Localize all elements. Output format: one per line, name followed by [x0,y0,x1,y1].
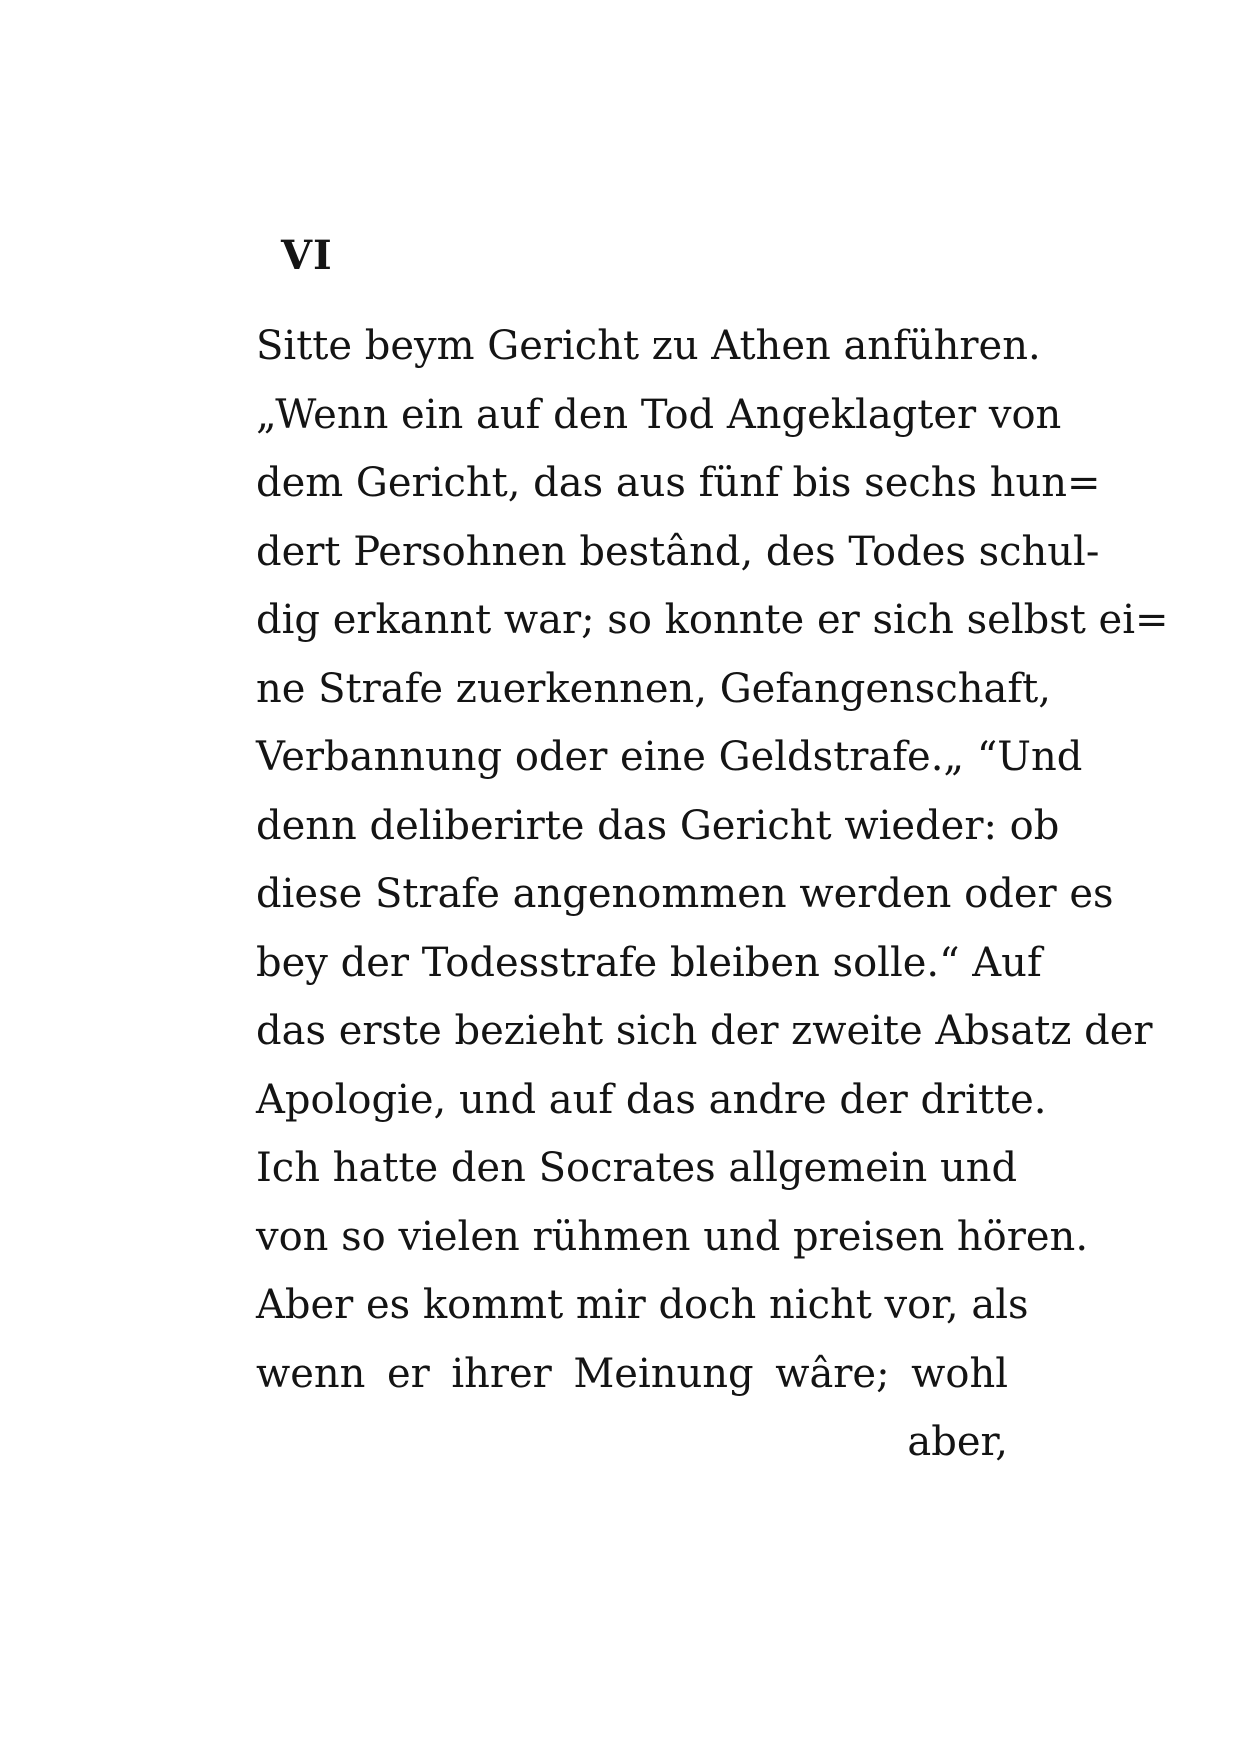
text-line: Apologie, und auf das andre der dritte. [256,1076,1047,1123]
text-line: dem Gericht, das aus fünf bis sechs hun= [256,460,1101,506]
text-line: bey der Todesstrafe bleiben solle.“ Auf [256,939,1042,986]
text-line: von so vielen rühmen und preisen hören. [256,1213,1089,1260]
page-number: VI [281,232,333,279]
text-line: das erste bezieht sich der zweite Absatz der [256,1008,1153,1054]
text-line: denn deliberirte das Gericht wieder: ob [256,802,1060,849]
text-line: dert Persohnen bestând, des Todes schul- [256,528,1100,575]
text-line: Aber es kommt mir doch nicht vor, als [256,1282,1029,1328]
text-line: Ich hatte den Socrates allgemein und [256,1145,1018,1191]
text-line: wenn er ihrer Meinung wâre; wohl [256,1350,1008,1397]
text-line: Sitte beym Gericht zu Athen anführen. [256,323,1041,369]
text-line: „Wenn ein auf den Tod Angeklagter von [256,391,1062,438]
text-line: dig erkannt war; so konnte er sich selbst ei= [256,597,1169,643]
text-line: ne Strafe zuerkennen, Gefangenschaft, [256,665,1051,712]
text-line: diese Strafe angenommen werden oder es [256,871,1114,917]
text-line: Verbannung oder eine Geldstrafe.„ “Und [256,734,1083,780]
catchword: aber, [907,1419,1008,1465]
body-text [256,312,1169,1477]
